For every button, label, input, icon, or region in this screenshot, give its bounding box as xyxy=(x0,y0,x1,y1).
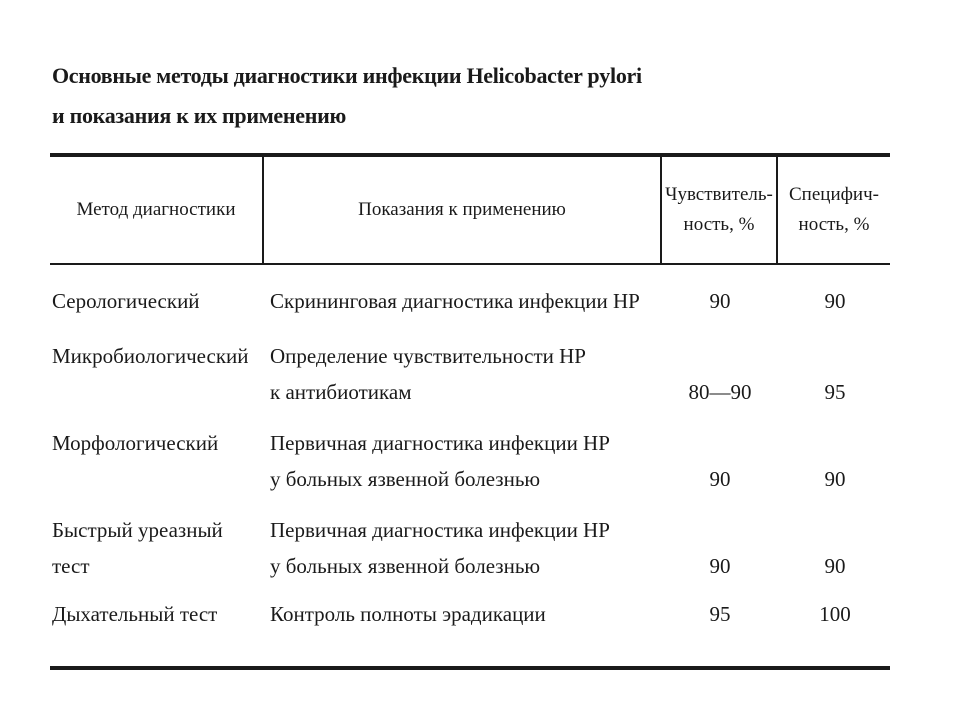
header-specificity-line-2: ность, % xyxy=(798,214,870,235)
specificity-cell: 90 xyxy=(824,289,846,313)
specificity-cell: 95 xyxy=(824,380,846,404)
indication-cell xyxy=(270,596,670,632)
title-line-1: Основные методы диагностики инфекции Helicobacter pylori xyxy=(52,63,642,88)
header-sensitivity xyxy=(662,157,776,263)
indication-line-1: Первичная диагностика инфекции НР xyxy=(270,431,610,455)
method-line-1: Микробиологический xyxy=(52,344,249,368)
method-cell xyxy=(52,596,267,632)
method-cell xyxy=(52,338,267,374)
header-rule xyxy=(50,263,890,265)
method-line-2: тест xyxy=(52,554,90,578)
method-line-1: Быстрый уреазный xyxy=(52,518,223,542)
bottom-rule xyxy=(50,666,890,670)
sensitivity-cell: 90 xyxy=(709,467,731,491)
header-method xyxy=(50,157,262,263)
header-specificity xyxy=(778,157,890,263)
header-indication-label: Показания к применению xyxy=(358,199,566,220)
method-line-1: Серологический xyxy=(52,289,200,313)
method-cell xyxy=(52,512,267,584)
specificity-cell: 90 xyxy=(824,467,846,491)
indication-line-1: Первичная диагностика инфекции НР xyxy=(270,518,610,542)
header-method-label: Метод диагностики xyxy=(76,199,236,220)
method-line-1: Морфологический xyxy=(52,431,219,455)
indication-cell xyxy=(270,338,670,410)
indication-line-1: Определение чувствительности НР xyxy=(270,344,586,368)
sensitivity-cell: 95 xyxy=(709,602,731,626)
indication-cell xyxy=(270,425,670,497)
indication-cell xyxy=(270,283,670,319)
sensitivity-cell: 90 xyxy=(709,289,731,313)
indication-line-2: к антибиотикам xyxy=(270,380,412,404)
table-title xyxy=(52,56,642,136)
header-sensitivity-line-1: Чувствитель- xyxy=(665,184,773,205)
header-sensitivity-line-2: ность, % xyxy=(683,214,755,235)
indication-line-1: Контроль полноты эрадикации xyxy=(270,602,546,626)
method-line-1: Дыхательный тест xyxy=(52,602,218,626)
indication-line-2: у больных язвенной болезнью xyxy=(270,554,541,578)
sensitivity-cell: 90 xyxy=(709,554,731,578)
specificity-cell: 100 xyxy=(819,602,851,626)
method-cell xyxy=(52,283,267,319)
indication-line-2: у больных язвенной болезнью xyxy=(270,467,541,491)
header-specificity-line-1: Специфич- xyxy=(789,184,879,205)
specificity-cell: 90 xyxy=(824,554,846,578)
method-cell xyxy=(52,425,267,461)
sensitivity-cell: 80—90 xyxy=(688,380,752,404)
header-indication xyxy=(264,157,660,263)
indication-cell xyxy=(270,512,670,584)
indication-line-1: Скрининговая диагностика инфекции НР xyxy=(270,289,640,313)
title-line-2: и показания к их применению xyxy=(52,103,346,128)
